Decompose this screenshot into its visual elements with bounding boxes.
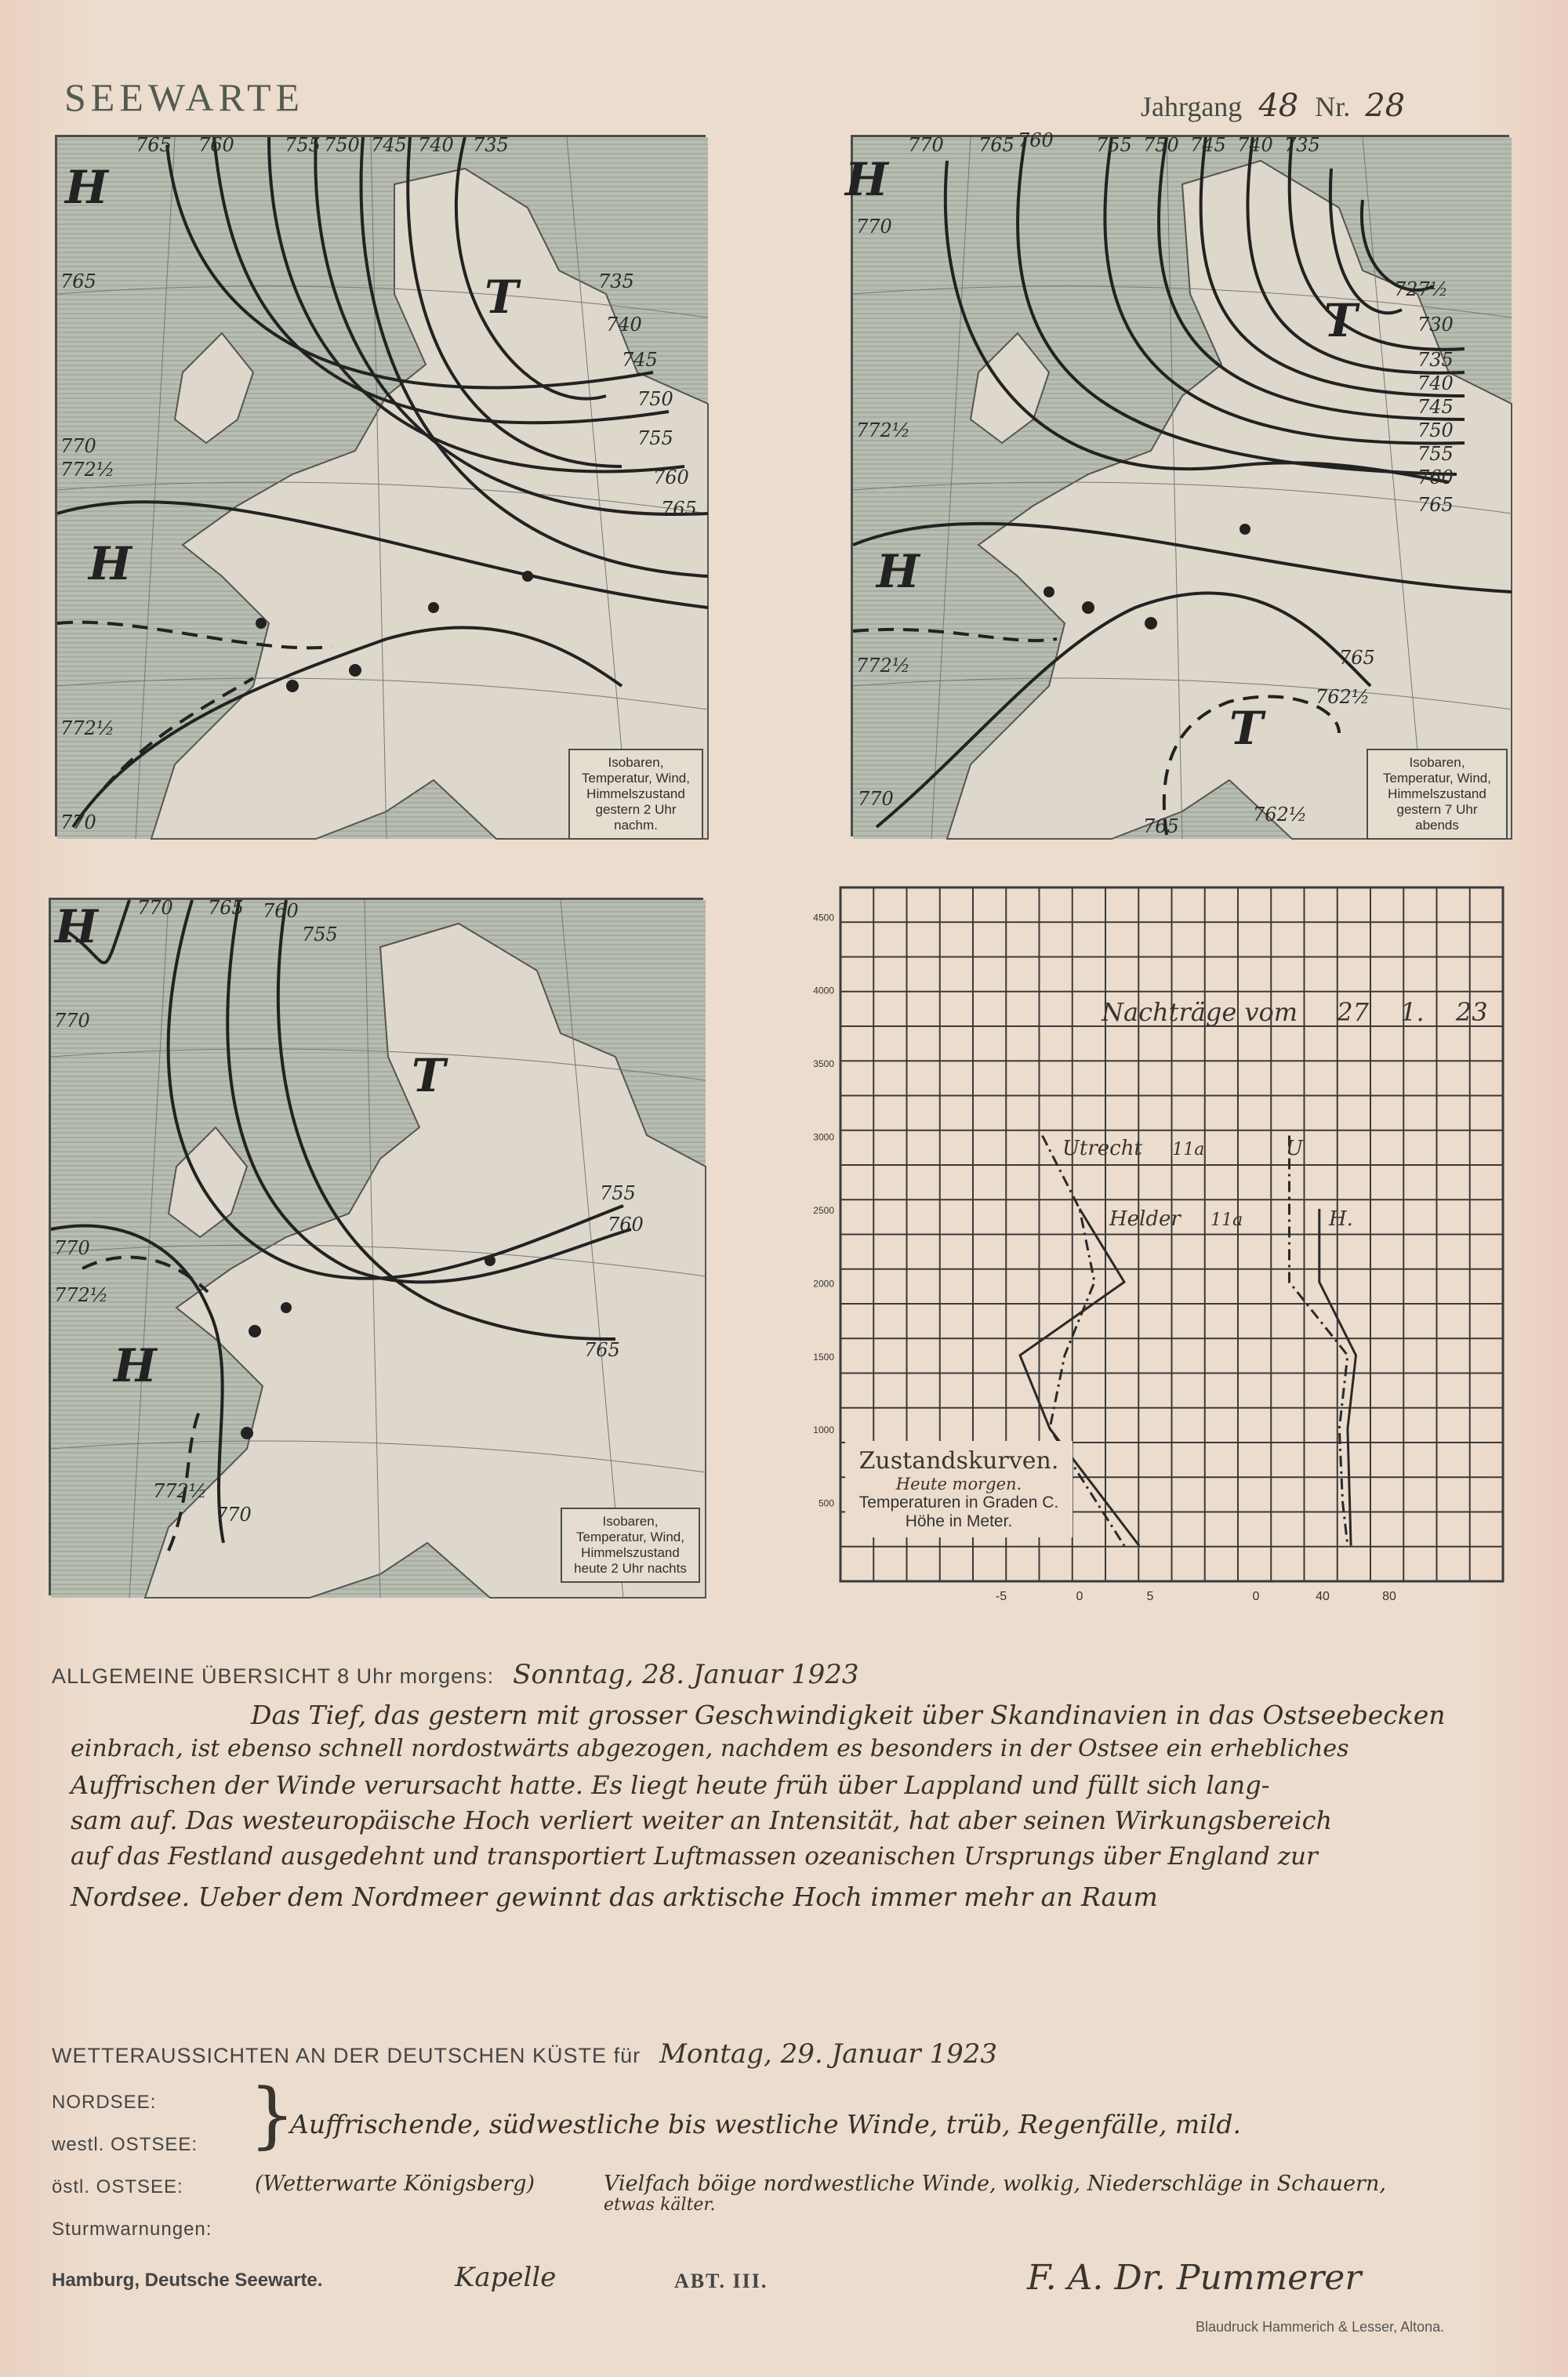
jahrgang-value: 48 (1258, 88, 1299, 124)
map-2-legend (1367, 749, 1508, 840)
map-2-isobar-label: 755 (1417, 443, 1454, 465)
y-tick-label: 4000 (813, 985, 834, 996)
overview-line: Auffrischen der Winde verursacht hatte. Es liegt heute früh über Lappland und füllt sich lang- (71, 1770, 1270, 1800)
map-1-isobar-label: 735 (598, 270, 634, 292)
map-3-isobar-label: 755 (600, 1182, 636, 1204)
legend-line: Temperatur, Wind, (582, 771, 690, 786)
map-3-low: T (412, 1049, 446, 1102)
ost-ostsee-label: östl. OSTSEE: (52, 2176, 183, 2197)
weather-map-2 (845, 129, 1509, 837)
weather-map-1 (55, 135, 706, 836)
y-tick-label: 3500 (813, 1058, 834, 1070)
legend-line: Himmelszustand (581, 1545, 680, 1560)
map-1-isobar-label: 745 (371, 134, 407, 156)
map-2-drawing (853, 137, 1512, 839)
map-2-isobar-label: 765 (1339, 647, 1375, 669)
legend-line: gestern 7 Uhr abends (1396, 802, 1478, 833)
nordsee-forecast: Auffrischende, südwestliche bis westliche Winde, trüb, Regenfälle, mild. (290, 2109, 1241, 2139)
overview-heading (52, 1659, 858, 1690)
overview-line: Nordsee. Ueber dem Nordmeer gewinnt das arktische Hoch immer mehr an Raum (71, 1882, 1158, 1912)
map-2-isobar-label: 735 (1284, 134, 1320, 156)
legend-line: Himmelszustand (586, 786, 685, 801)
ost-ostsee-forecast-2: etwas kälter. (604, 2195, 716, 2215)
map-1-high-west: H (89, 537, 132, 590)
map-1-isobar-label: 770 (60, 435, 96, 457)
x-tick-label: 0 (1252, 1590, 1260, 1603)
map-3-drawing (51, 900, 706, 1598)
map-2-isobar-label: 745 (1417, 396, 1454, 418)
map-2-isobar-label: 760 (1018, 129, 1054, 151)
map-1-isobar-label: 772½ (60, 459, 115, 481)
map-2-isobar-label: 750 (1143, 134, 1179, 156)
map-3-isobar-label: 765 (208, 897, 244, 919)
u-label: U (1286, 1137, 1303, 1160)
footer-signature-2: F. A. Dr. Pummerer (1027, 2258, 1362, 2298)
map-3-legend (561, 1508, 700, 1583)
helder-time: 11a (1210, 1210, 1243, 1230)
map-2-isobar-label: 730 (1417, 314, 1454, 336)
map-3-high-west: H (114, 1339, 157, 1392)
map-3-high-north: H (55, 900, 98, 953)
west-ostsee-label: westl. OSTSEE: (52, 2134, 198, 2155)
footer-printer: Blaudruck Hammerich & Lesser, Altona. (1196, 2319, 1445, 2335)
x-tick-label: -5 (995, 1590, 1007, 1603)
overview-label: ALLGEMEINE ÜBERSICHT 8 Uhr morgens: (52, 1664, 495, 1688)
map-2-isobar-label: 735 (1417, 349, 1454, 371)
map-1-isobar-label: 740 (418, 134, 454, 156)
overview-date: Sonntag, 28. Januar 1923 (513, 1659, 859, 1690)
map-2-high-west: H (877, 545, 920, 598)
map-2-isobar-label: 772½ (856, 655, 911, 677)
overview-line: sam auf. Das westeuropäische Hoch verliert weiter an Intensität, hat aber seinen Wirkungsbereich (71, 1805, 1333, 1835)
forecast-label: WETTERAUSSICHTEN AN DER DEUTSCHEN KÜSTE für (52, 2044, 641, 2067)
y-tick-label: 2500 (813, 1204, 834, 1216)
map-2-isobar-label: 770 (858, 788, 894, 810)
sturm-label: Sturmwarnungen: (52, 2219, 212, 2240)
map-1-drawing (57, 137, 708, 839)
nachtraege-text: Nachträge vom (1102, 997, 1298, 1027)
nachtraege-year: 23 (1455, 997, 1488, 1027)
map-3-isobar-label: 760 (263, 900, 299, 922)
caption-line: Heute morgen. (895, 1475, 1022, 1493)
utrecht-time: 11a (1172, 1140, 1205, 1159)
helder-name: Helder (1109, 1207, 1181, 1231)
h-label: H. (1329, 1207, 1353, 1231)
map-2-isobar-label: 770 (856, 216, 892, 238)
map-3-isobar-label: 770 (216, 1504, 252, 1526)
map-2-high-north: H (845, 153, 888, 206)
x-tick-label: 80 (1382, 1590, 1396, 1603)
caption-title: Zustandskurven. (858, 1447, 1059, 1475)
map-3-isobar-label: 765 (584, 1339, 620, 1361)
map-3-isobar-label: 770 (137, 897, 173, 919)
map-1-isobar-label: 770 (60, 811, 96, 833)
map-1-isobar-label: 740 (606, 314, 642, 336)
series-line-3 (1290, 1136, 1348, 1546)
y-tick-label: 4500 (813, 912, 834, 924)
map-3-isobar-label: 760 (608, 1214, 644, 1236)
legend-line: Isobaren, (1409, 755, 1465, 770)
overview-line: Das Tief, das gestern mit grosser Geschwindigkeit über Skandinavien in das Ostseebecken (251, 1700, 1446, 1730)
map-2-isobar-label: 772½ (856, 419, 911, 441)
brace-icon: } (249, 2073, 296, 2157)
y-tick-label: 2000 (813, 1278, 834, 1290)
jahrgang (1141, 88, 1405, 124)
map-2-isobar-label: 762½ (1316, 686, 1370, 708)
map-2-isobar-label: 765 (978, 134, 1014, 156)
map-3-isobar-label: 755 (302, 924, 338, 945)
footer-place: Hamburg, Deutsche Seewarte. (52, 2270, 323, 2291)
legend-line: Himmelszustand (1388, 786, 1486, 801)
map-3-isobar-label: 770 (54, 1237, 90, 1259)
map-2-isobar-label: 740 (1237, 134, 1273, 156)
overview-line: auf das Festland ausgedehnt und transportiert Luftmassen ozeanischen Ursprungs über England zur (71, 1842, 1318, 1871)
helder-label (1109, 1207, 1243, 1231)
map-2-isobar-label: 765 (1143, 815, 1179, 837)
legend-line: gestern 2 Uhr nachm. (595, 802, 677, 833)
x-tick-label: 40 (1316, 1590, 1330, 1603)
legend-line: Isobaren, (608, 755, 664, 770)
map-1-legend (568, 749, 703, 840)
map-2-low-south: T (1229, 702, 1264, 755)
weather-map-3 (49, 898, 703, 1595)
nr-label: Nr. (1315, 91, 1351, 122)
overview-line: einbrach, ist ebenso schnell nordostwärts abgezogen, nachdem es besonders in der Ostsee ein erhebliches (71, 1735, 1349, 1762)
legend-line: heute 2 Uhr nachts (574, 1561, 687, 1576)
forecast-heading (52, 2038, 997, 2070)
map-2-isobar-label: 765 (1417, 494, 1454, 516)
map-2-isobar-label: 745 (1190, 134, 1226, 156)
caption-line: Temperaturen in Graden C. (858, 1493, 1059, 1511)
map-1-isobar-label: 735 (473, 134, 509, 156)
utrecht-label (1062, 1137, 1204, 1160)
x-tick-label: 5 (1146, 1590, 1154, 1603)
map-1-high-north: H (65, 161, 108, 214)
map-1-isobar-label: 755 (285, 134, 321, 156)
legend-line: Temperatur, Wind, (576, 1530, 684, 1544)
chart-caption (845, 1441, 1073, 1537)
map-1-isobar-label: 755 (637, 427, 673, 449)
y-tick-label: 500 (818, 1497, 834, 1509)
nr-value: 28 (1365, 88, 1406, 124)
nachtraege-month: 1. (1400, 997, 1425, 1027)
map-2-isobar-label: 750 (1417, 419, 1454, 441)
y-tick-label: 1000 (813, 1424, 834, 1436)
map-3-isobar-label: 772½ (153, 1480, 208, 1502)
map-2-isobar-label: 740 (1417, 372, 1454, 394)
y-tick-label: 3000 (813, 1131, 834, 1143)
map-2-low-north: T (1323, 294, 1358, 347)
legend-line: Temperatur, Wind, (1383, 771, 1491, 786)
map-2-isobar-label: 760 (1417, 466, 1454, 488)
caption-line: Höhe in Meter. (905, 1512, 1013, 1530)
map-2-isobar-label: 727½ (1394, 278, 1449, 300)
map-1-isobar-label: 745 (622, 349, 658, 371)
map-1-isobar-label: 750 (637, 388, 673, 410)
map-1-isobar-label: 760 (653, 466, 689, 488)
map-2-isobar-label: 770 (908, 134, 944, 156)
x-tick-label: 0 (1076, 1590, 1083, 1603)
legend-line: Isobaren, (602, 1514, 659, 1529)
map-1-isobar-label: 772½ (60, 717, 115, 739)
utrecht-name: Utrecht (1062, 1137, 1142, 1160)
map-2-isobar-label: 762½ (1253, 804, 1308, 826)
map-3-isobar-label: 772½ (54, 1284, 109, 1306)
y-tick-label: 1500 (813, 1351, 834, 1363)
map-1-isobar-label: 750 (324, 134, 360, 156)
map-1-isobar-label: 765 (136, 134, 172, 156)
map-1-isobar-label: 765 (60, 270, 96, 292)
map-2-isobar-label: 755 (1096, 134, 1132, 156)
ost-ostsee-forecast: Vielfach böige nordwestliche Winde, wolkig, Niederschläge in Schauern, (604, 2172, 1386, 2196)
ost-ostsee-prefix: (Wetterwarte Königsberg) (255, 2172, 535, 2196)
nachtraege-day: 27 (1337, 997, 1370, 1027)
masthead-title: SEEWARTE (64, 75, 305, 119)
map-1-low: T (485, 270, 519, 324)
footer-department: ABT. III. (674, 2270, 768, 2292)
jahrgang-label: Jahrgang (1141, 91, 1243, 122)
map-1-isobar-label: 765 (661, 498, 697, 520)
nachtraege-label (1102, 997, 1488, 1027)
map-3-isobar-label: 770 (54, 1010, 90, 1032)
footer-signature-1: Kapelle (455, 2262, 557, 2293)
sounding-chart (800, 878, 1544, 1607)
map-1-isobar-label: 760 (198, 134, 234, 156)
forecast-date: Montag, 29. Januar 1923 (659, 2038, 998, 2070)
nordsee-label: NORDSEE: (52, 2092, 157, 2113)
